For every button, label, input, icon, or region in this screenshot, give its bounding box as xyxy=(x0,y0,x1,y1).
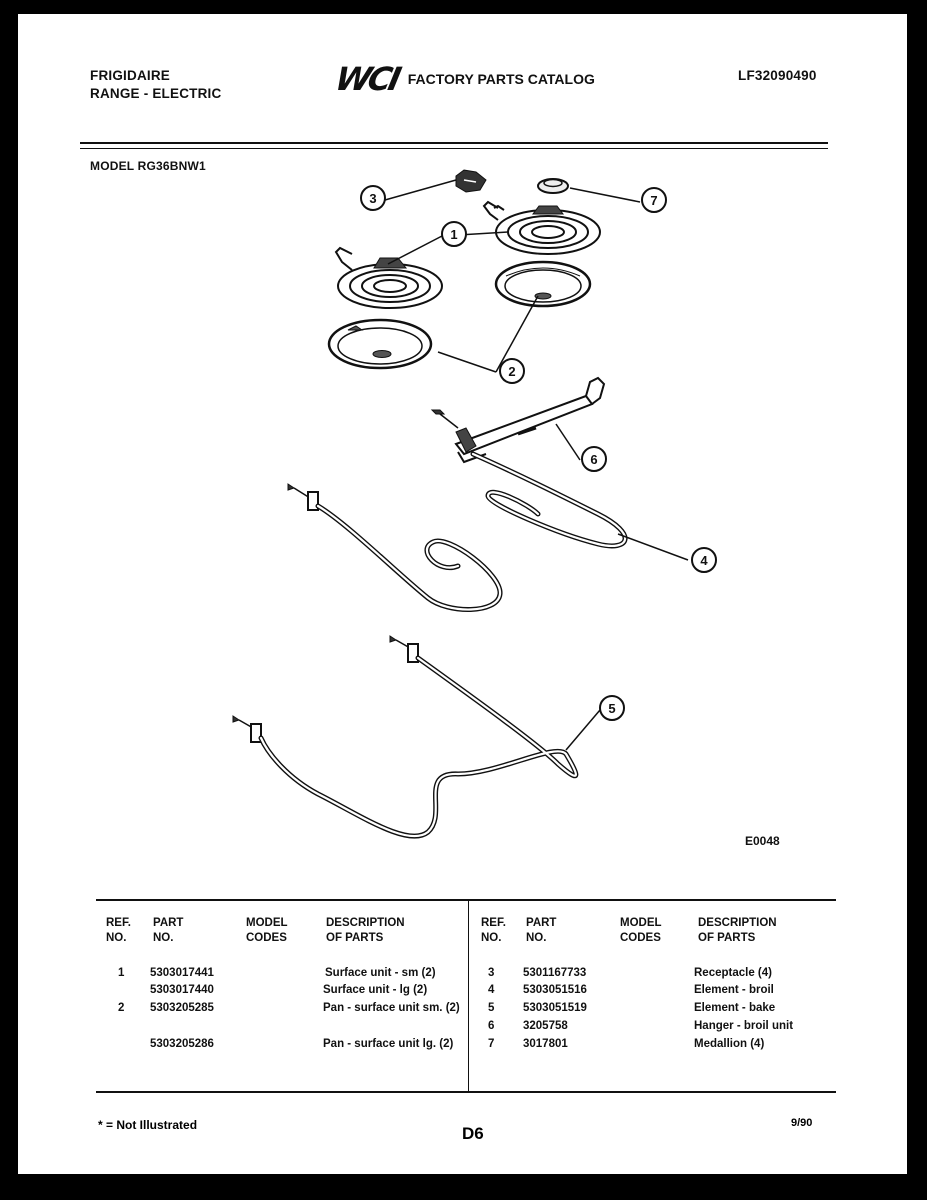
drip-pan-left xyxy=(329,320,431,368)
row-part-no: 3205758 xyxy=(523,1020,568,1032)
row-description: Hanger - broil unit xyxy=(694,1020,794,1032)
row-part-no: 5301167733 xyxy=(523,967,587,979)
surface-unit-back xyxy=(484,202,600,254)
medallion-part xyxy=(538,179,568,193)
table-bottom-rule xyxy=(96,1091,836,1093)
catalog-number: LF32090490 xyxy=(738,68,817,83)
row-description: Surface unit - sm (2) xyxy=(325,967,436,979)
row-part-no: 5303017441 xyxy=(150,967,214,979)
callout-label-6: 6 xyxy=(590,452,598,467)
table-divider xyxy=(468,901,469,1091)
row-ref: 2 xyxy=(118,1002,125,1014)
callout-label-7: 7 xyxy=(650,193,658,208)
table-top-rule xyxy=(96,899,836,901)
broil-hanger-part xyxy=(432,378,604,462)
callout-label-5: 5 xyxy=(608,701,616,716)
publication-date: 9/90 xyxy=(791,1117,813,1129)
row-ref: 3 xyxy=(488,967,495,979)
receptacle-part xyxy=(456,170,486,192)
catalog-page xyxy=(18,14,907,1174)
header-description: DESCRIPTION OF PARTS xyxy=(326,917,405,944)
not-illustrated-note: * = Not Illustrated xyxy=(98,1118,198,1132)
figure-code: E0048 xyxy=(745,834,780,848)
callout-label-2: 2 xyxy=(508,364,516,379)
row-ref: 6 xyxy=(488,1020,495,1032)
catalog-title: FACTORY PARTS CATALOG xyxy=(407,71,595,87)
row-ref: 5 xyxy=(488,1002,495,1014)
row-description: Surface unit - lg (2) xyxy=(323,984,428,996)
wci-logo: WCI xyxy=(331,60,402,98)
callout-label-3: 3 xyxy=(369,191,377,206)
row-part-no: 5303205285 xyxy=(150,1002,214,1014)
exploded-parts-diagram xyxy=(18,14,907,894)
page-number: D6 xyxy=(462,1124,484,1143)
row-part-no: 5303051516 xyxy=(523,984,587,996)
row-description: Receptacle (4) xyxy=(694,967,772,979)
row-part-no: 3017801 xyxy=(523,1038,568,1050)
header-model-codes: MODEL CODES xyxy=(246,917,288,944)
row-description: Pan - surface unit lg. (2) xyxy=(323,1038,454,1050)
row-description: Medallion (4) xyxy=(694,1038,765,1050)
header-part-no-right: PART NO. xyxy=(526,917,557,944)
header-ref-no: REF. NO. xyxy=(106,917,131,944)
row-description: Pan - surface unit sm. (2) xyxy=(323,1002,460,1014)
row-ref: 1 xyxy=(118,967,125,979)
row-part-no: 5303017440 xyxy=(150,984,214,996)
row-part-no: 5303205286 xyxy=(150,1038,214,1050)
callout-label-1: 1 xyxy=(450,227,458,242)
header-model-codes-right: MODEL CODES xyxy=(620,917,662,944)
row-ref: 7 xyxy=(488,1038,495,1050)
row-description: Element - bake xyxy=(694,1002,776,1014)
drip-pan-right xyxy=(496,262,590,306)
row-description: Element - broil xyxy=(694,984,774,996)
surface-unit-front xyxy=(336,248,442,308)
header-part-no: PART NO. xyxy=(153,917,184,944)
header-ref-no-right: REF. NO. xyxy=(481,917,506,944)
model-number: MODEL RG36BNW1 xyxy=(90,159,206,173)
header-description-right: DESCRIPTION OF PARTS xyxy=(698,917,777,944)
row-part-no: 5303051519 xyxy=(523,1002,587,1014)
bake-element-part xyxy=(233,636,576,836)
callout-label-4: 4 xyxy=(700,553,708,568)
product-type: RANGE - ELECTRIC xyxy=(90,86,222,101)
broil-element-part xyxy=(288,454,625,610)
row-ref: 4 xyxy=(488,984,495,996)
brand-name: FRIGIDAIRE xyxy=(90,68,171,83)
